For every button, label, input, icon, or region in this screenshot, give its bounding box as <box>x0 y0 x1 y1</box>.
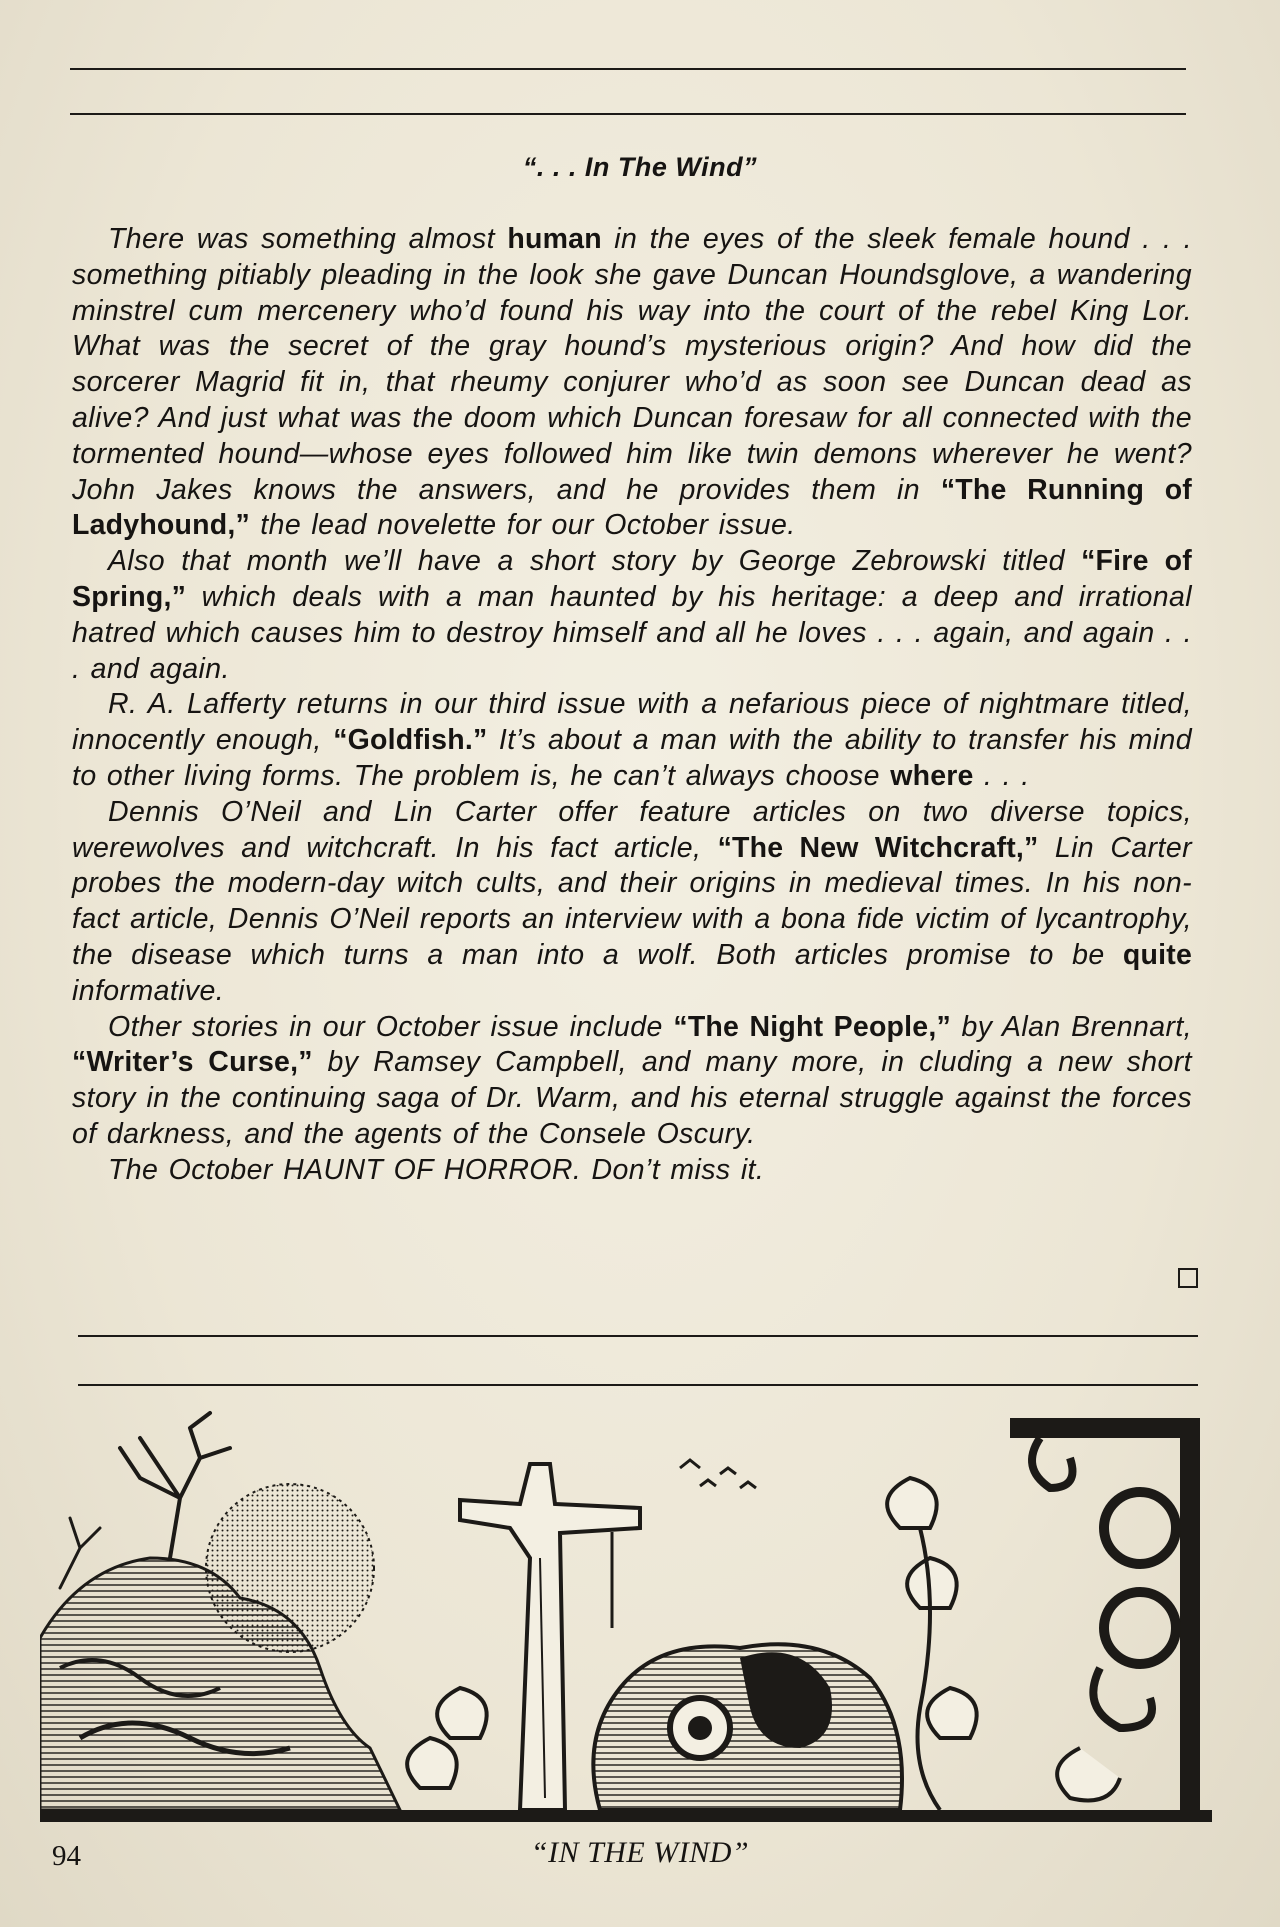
text-run: Lin Carter probes the modern-day witch cults, and their origins in medieval times. In his non-fact article, Dennis O’Neil reports an interview with a bona fide victim of lycantrophy, the disease which turns a man into a wolf. Both articles promise to be <box>72 831 1192 971</box>
page-number: 94 <box>52 1840 81 1872</box>
article-body <box>72 222 1192 1189</box>
text-run: . . . <box>973 759 1030 792</box>
text-run: which deals with a man haunted by his heritage: a deep and irrational hatred which causes him to destroy himself and all he loves . . . again, and again . . . and again. <box>72 580 1192 685</box>
title-writers-curse: “Writer’s Curse,” <box>72 1046 313 1079</box>
hollow-square-icon <box>1178 1268 1198 1288</box>
emphasis-quite: quite <box>1122 938 1192 971</box>
top-rule-1 <box>70 68 1186 70</box>
paragraph-3 <box>72 687 1192 794</box>
text-run: There was something almost <box>108 223 508 255</box>
bottom-rule-2 <box>78 1384 1198 1386</box>
paragraph-1 <box>72 222 1192 544</box>
leaf <box>437 1688 487 1738</box>
text-run: informative. <box>72 974 225 1007</box>
graveyard-illustration <box>40 1408 1212 1824</box>
title-running-of-ladyhound: “The Running of Ladyhound,” <box>72 473 1192 542</box>
paragraph-2 <box>72 544 1192 687</box>
paragraph-5 <box>72 1010 1192 1153</box>
title-new-witchcraft: “The New Witchcraft,” <box>717 831 1039 864</box>
title-goldfish: “Goldfish.” <box>333 724 488 757</box>
text-run: R. A. Lafferty returns in our third issue with a nefarious piece of nightmare titled, innocently enough, <box>72 688 1192 757</box>
article-heading: “. . . In The Wind” <box>522 152 758 182</box>
top-rule-2 <box>70 113 1186 115</box>
emphasis-human: human <box>507 223 602 255</box>
text-run: the lead novelette for our October issue. <box>249 509 796 542</box>
text-run: It’s about a man with the ability to transfer his mind to other living forms. The problem is, he can’t always choose <box>72 724 1193 792</box>
title-night-people: “The Night People,” <box>673 1010 951 1043</box>
text-run: by Ramsey Campbell, and many more, in cluding a new short story in the continuing saga of Dr. Warm, and his eternal struggle against the forces of darkness, and the agents of the Consele Oscury. <box>72 1046 1192 1150</box>
closing-line: The October HAUNT OF HORROR. Don’t miss it. <box>108 1153 765 1186</box>
bottom-rule-1 <box>78 1335 1198 1337</box>
text-run: Also that month we’ll have a short story by George Zebrowski titled <box>108 545 1082 578</box>
text-run: by Alan Brennart, <box>950 1010 1192 1043</box>
paragraph-4 <box>72 795 1192 1010</box>
text-run: Dennis O’Neil and Lin Carter offer feature articles on two diverse topics, werewolves and witchcraft. In his fact article, <box>72 795 1192 864</box>
running-title: “IN THE WIND” <box>530 1836 750 1869</box>
paragraph-6 <box>72 1153 1192 1189</box>
text-run: Other stories in our October issue include <box>108 1010 674 1043</box>
text-run: in the eyes of the sleek female hound . . . something pitiably pleading in the look she gave Duncan Houndsglove, a wandering minstrel cum mercenery who’d found his way into the court of the rebel King Lor. What was the secret of the gray hound’s mysterious origin? And how did the sorcerer Magrid fit in, that rheumy conjurer who’d as soon see Duncan dead as alive? And just what was the doom which Duncan foresaw for all connected with the tormented hound—whose eyes followed him like twin demons wherever he went? John Jakes knows the answers, and he provides them in <box>72 223 1192 506</box>
title-fire-of-spring: “Fire of Spring,” <box>72 545 1192 613</box>
emphasis-where: where <box>890 759 974 792</box>
